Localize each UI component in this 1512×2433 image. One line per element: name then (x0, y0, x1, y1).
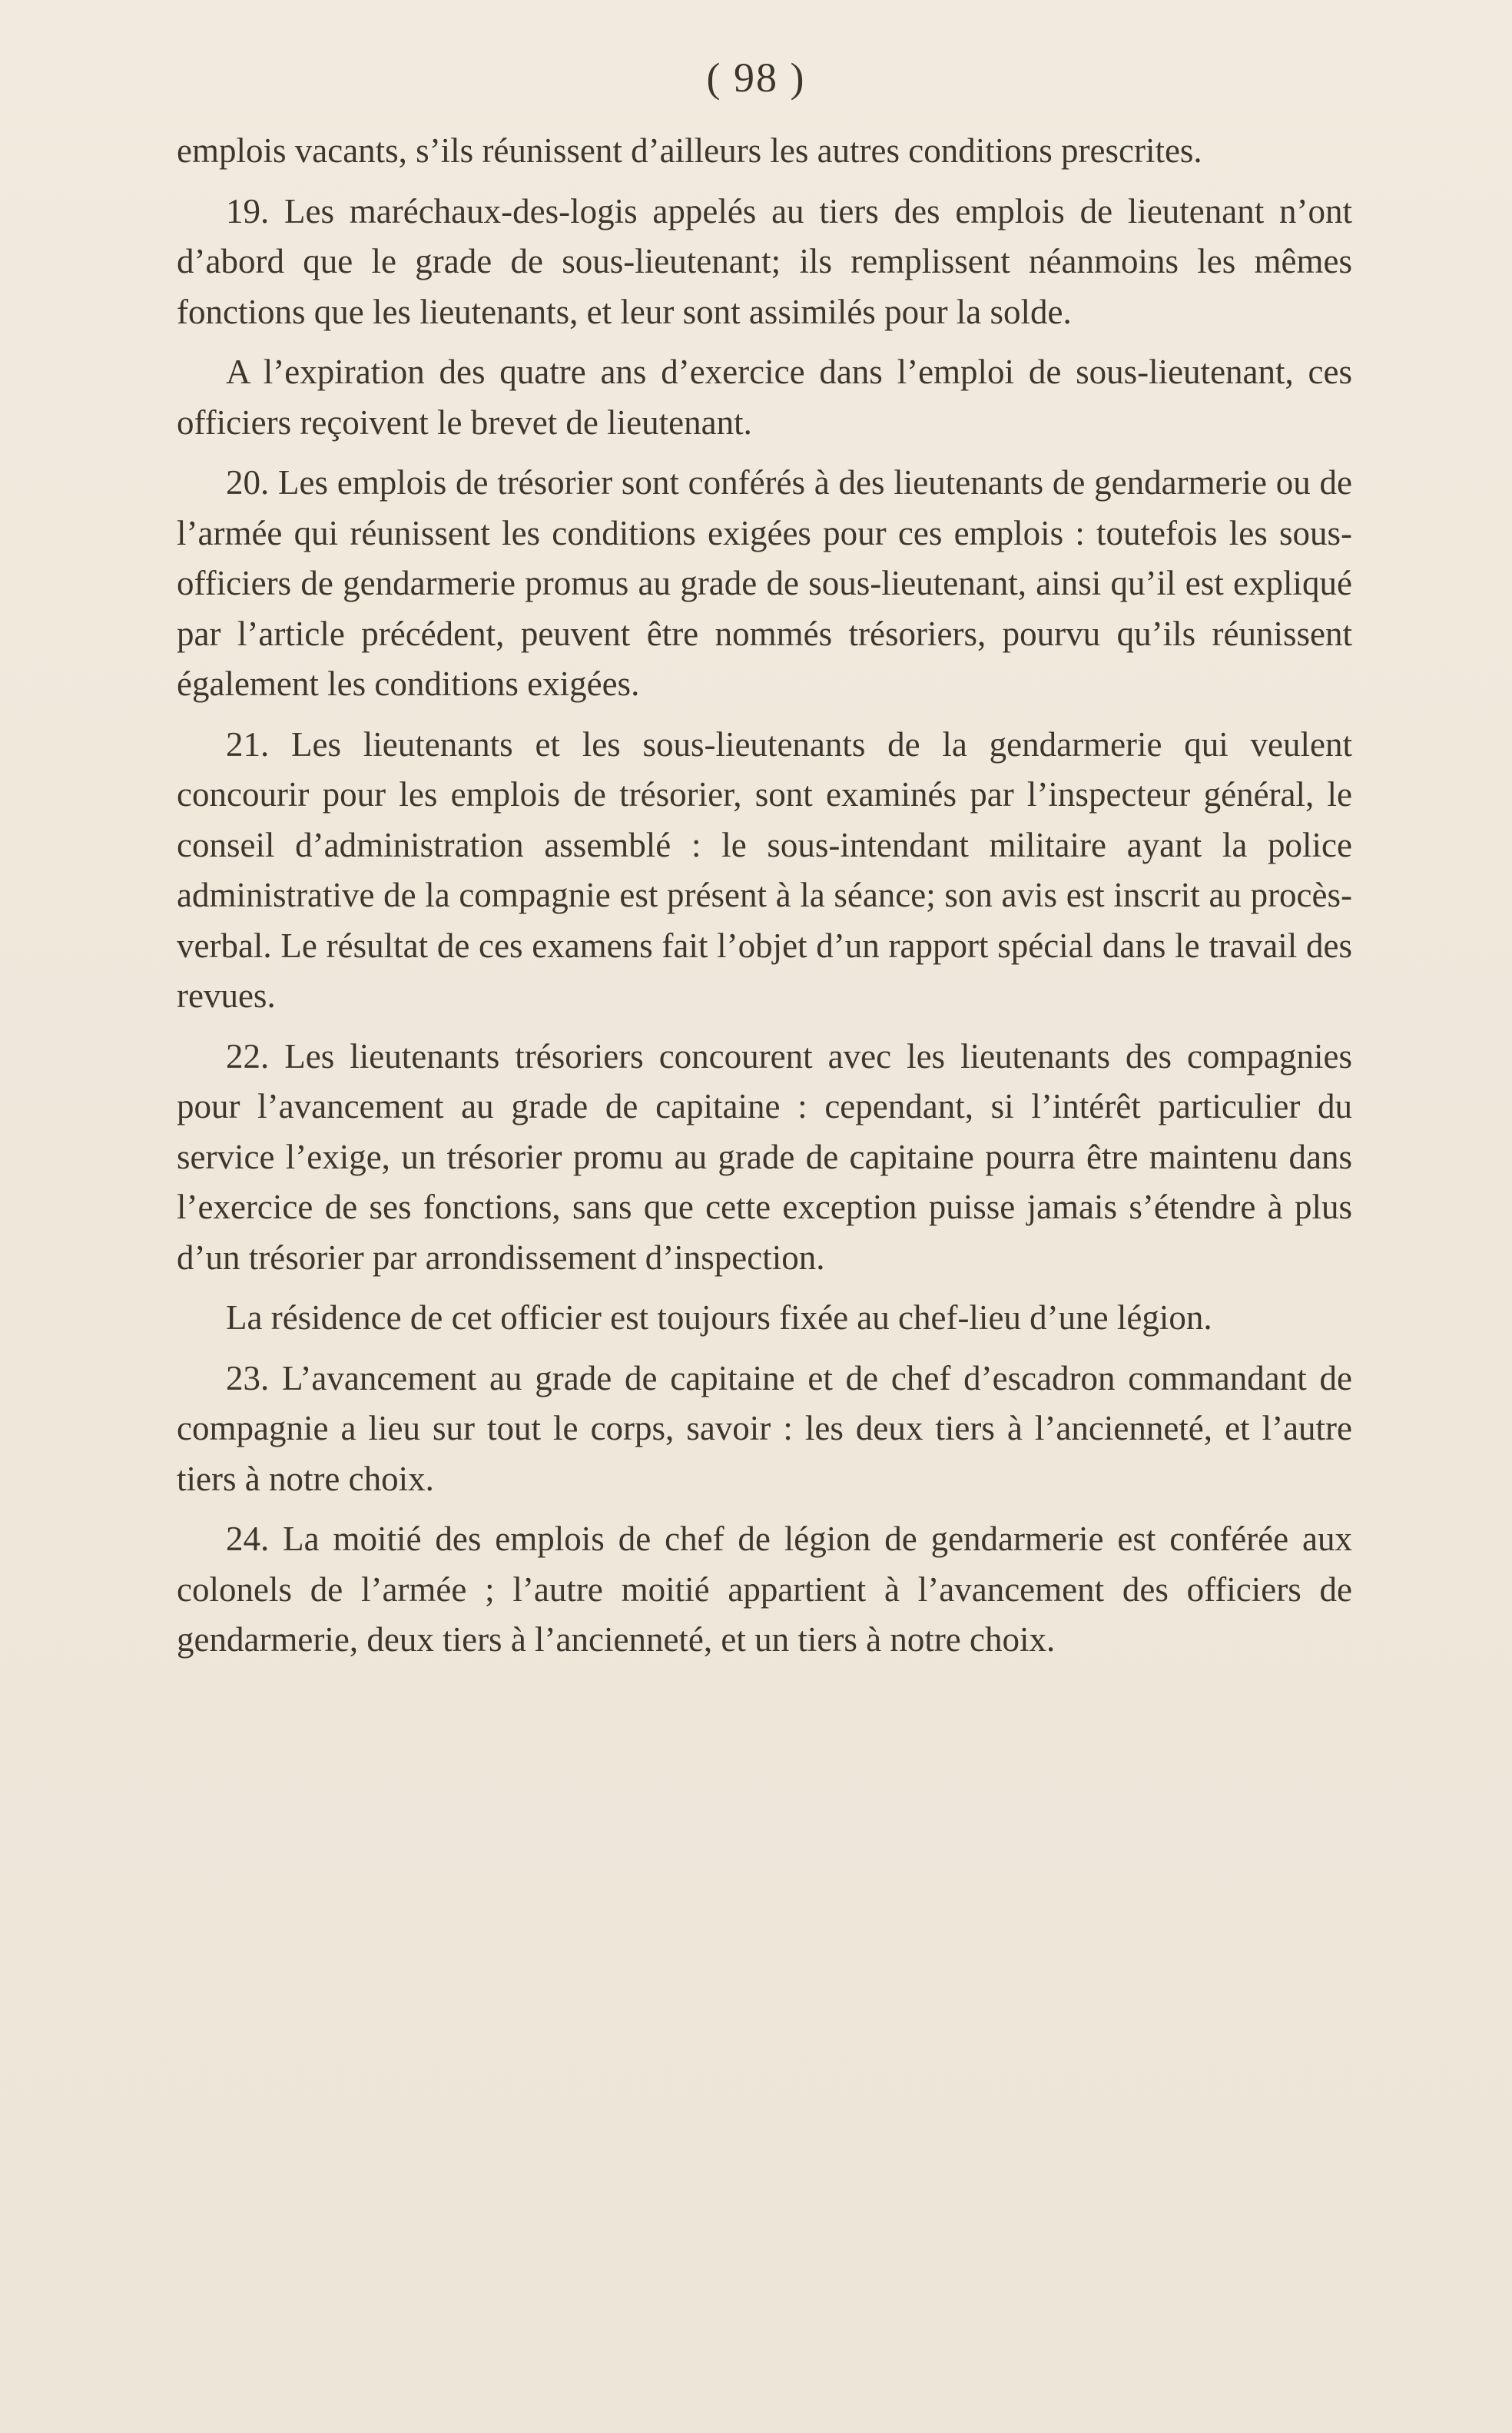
paragraph-article-20: 20. Les emplois de trésorier sont conférés à des lieutenants de gendarmerie ou de l’armée qui réunissent les conditions exigées pour ces emplois : toutefois les sous-officiers de gendarmerie promus au grade de sous-lieutenant, ainsi qu’il est expliqué par l’article précédent, peuvent être nommés trésoriers, pourvu qu’ils réunissent également les conditions exigées. (177, 463, 1352, 703)
body-text (177, 126, 1352, 1676)
paragraph-article-23: 23. L’avancement au grade de capitaine et de chef d’escadron commandant de compagnie a lieu sur tout le corps, savoir : les deux tiers à l’ancienneté, et l’autre tiers à notre choix. (177, 1358, 1352, 1498)
page-number: ( 98 ) (706, 55, 806, 101)
paragraph-continuation: emplois vacants, s’ils réunissent d’ailleurs les autres conditions prescrites. (177, 131, 1202, 170)
paragraph-article-21: 21. Les lieutenants et les sous-lieutenants de la gendarmerie qui veulent concourir pour les emplois de trésorier, sont examinés par l’inspecteur général, le conseil d’administration assemblé : le sous-intendant militaire ayant la police administrative de la compagnie est présent à la séance; son avis est inscrit au procès-verbal. Le résultat de ces examens fait l’objet d’un rapport spécial dans le travail des revues. (177, 724, 1352, 1015)
paragraph-article-22: 22. Les lieutenants trésoriers concourent avec les lieutenants des compagnies pour l’avancement au grade de capitaine : cependant, si l’intérêt particulier du service l’exige, un trésorier promu au grade de capitaine pourra être maintenu dans l’exercice de ses fonctions, sans que cette exception puisse jamais s’étendre à plus d’un trésorier par arrondissement d’inspection. (177, 1036, 1352, 1277)
paragraph-article-19-continued: A l’expiration des quatre ans d’exercice dans l’emploi de sous-lieutenant, ces officiers reçoivent le brevet de lieutenant. (177, 353, 1352, 442)
paragraph-article-22-residence: La résidence de cet officier est toujours fixée au chef-lieu d’une légion. (226, 1298, 1212, 1337)
paragraph-article-19: 19. Les maréchaux-des-logis appelés au tiers des emplois de lieutenant n’ont d’abord que le grade de sous-lieutenant; ils remplissent néanmoins les mêmes fonctions que les lieutenants, et leur sont assimilés pour la solde. (177, 191, 1352, 331)
paragraph-article-24: 24. La moitié des emplois de chef de légion de gendarmerie est conférée aux colonels de l’armée ; l’autre moitié appartient à l’avancement des officiers de gendarmerie, deux tiers à l’ancienneté, et un tiers à notre choix. (177, 1520, 1352, 1659)
